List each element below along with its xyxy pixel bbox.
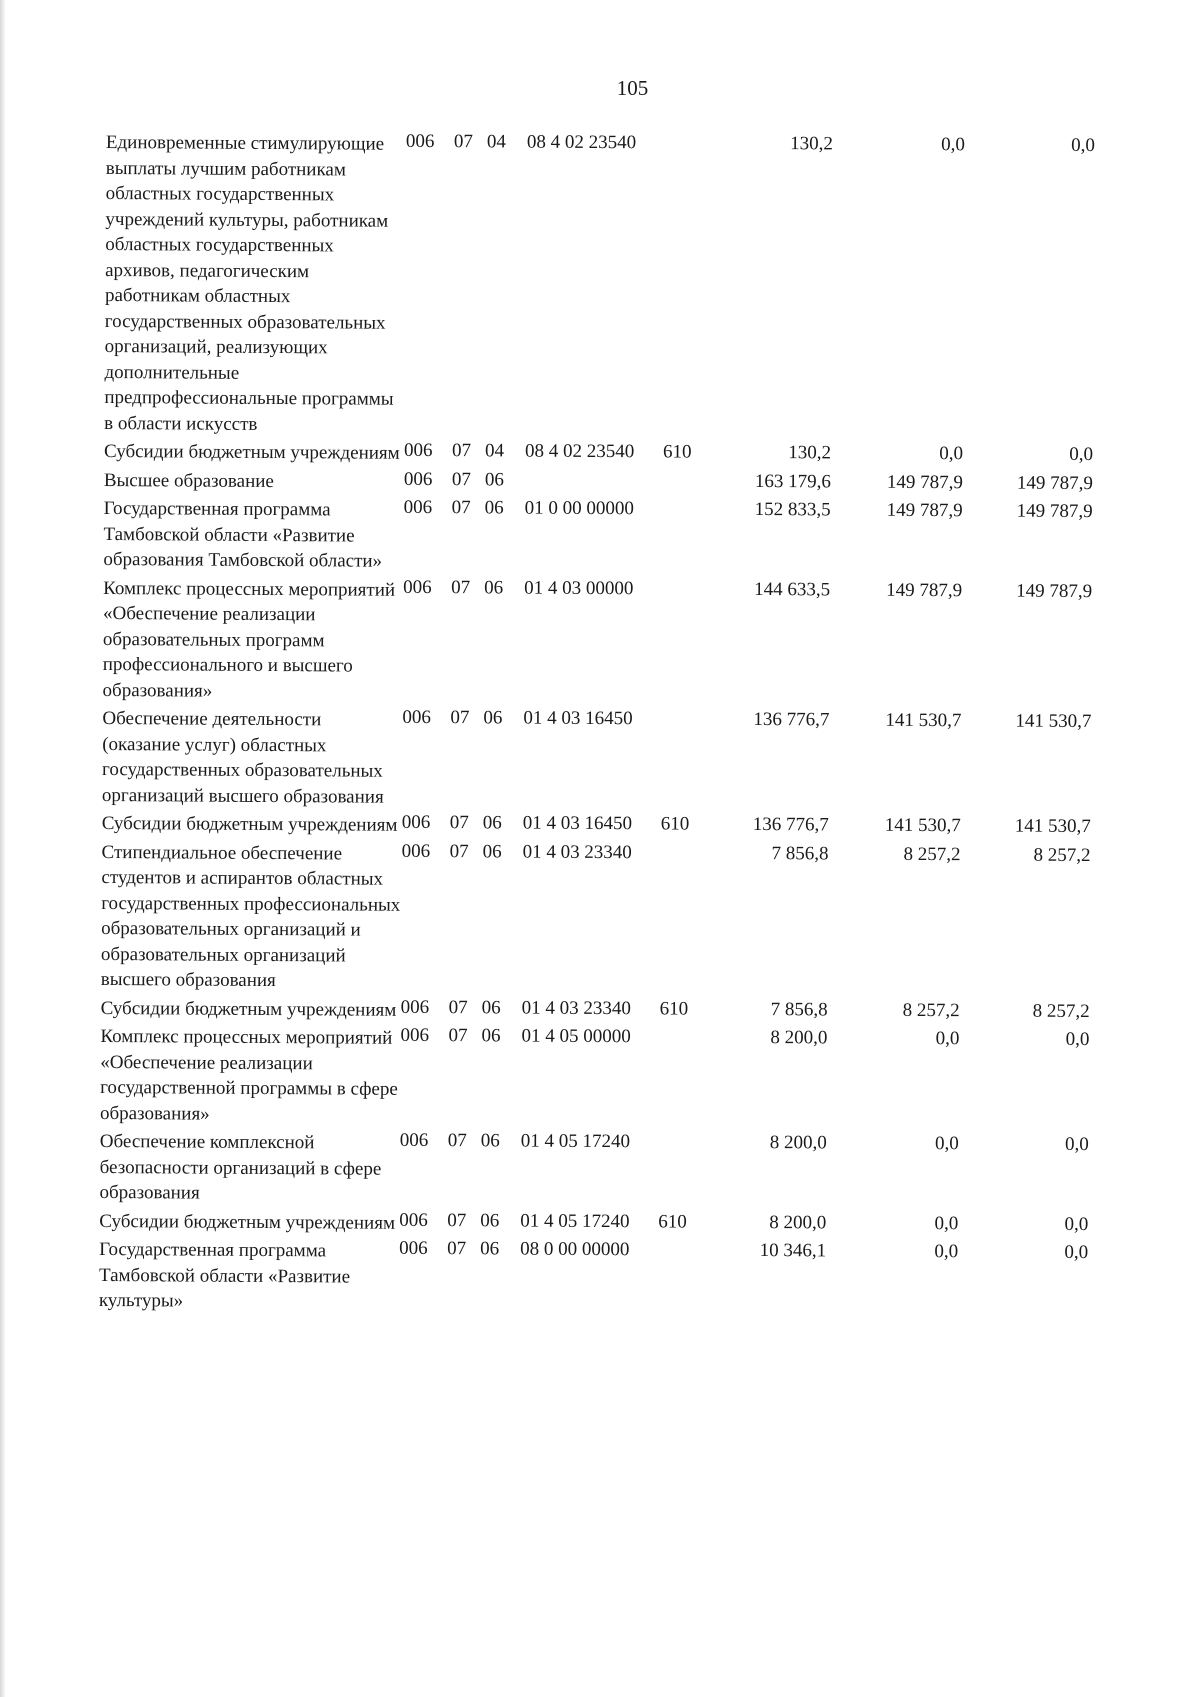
row-subsection: 06 xyxy=(480,1209,500,1231)
row-name: Субсидии бюджетным учреждениям xyxy=(99,1210,396,1234)
row-code: 006 xyxy=(403,439,433,462)
row-code-cell xyxy=(399,1239,447,1319)
row-expense-type-cell xyxy=(663,471,711,500)
row-subsection-cell xyxy=(483,578,524,709)
row-amount-year-2-cell xyxy=(828,844,961,1001)
row-amount-year-1-cell xyxy=(711,443,831,472)
row-section-cell xyxy=(450,813,483,842)
row-amount-year-3-cell xyxy=(961,711,1092,817)
row-amount-year-1: 136 776,7 xyxy=(753,708,830,731)
row-amount-year-3: 149 787,9 xyxy=(1016,500,1093,523)
row-amount-year-1: 130,2 xyxy=(790,133,833,155)
row-target-article-cell xyxy=(525,133,665,443)
row-code-cell xyxy=(402,577,451,708)
row-name: Государственная программа Тамбовской области «Развитие культуры» xyxy=(98,1238,351,1312)
row-subsection: 06 xyxy=(482,812,502,834)
row-section-cell xyxy=(452,441,485,470)
row-name-cell xyxy=(99,1208,399,1238)
row-amount-year-3-cell xyxy=(959,1029,1090,1135)
row-section-cell xyxy=(452,132,487,441)
row-amount-year-3-cell xyxy=(960,845,1091,1002)
row-amount-year-2-cell xyxy=(829,815,961,844)
row-code: 006 xyxy=(403,576,432,598)
row-target-article: 01 4 03 16450 xyxy=(522,812,633,835)
row-amount-year-1-cell xyxy=(708,843,829,1000)
row-amount-year-3-cell xyxy=(958,1214,1088,1243)
row-name: Государственная программа Тамбовской области «Развитие образования Тамбовской области» xyxy=(103,497,383,572)
scan-edge xyxy=(0,0,6,1697)
row-section: 07 xyxy=(450,707,470,729)
row-name: Субсидии бюджетным учреждениям xyxy=(100,997,397,1021)
row-name: Обеспечение деятельности (оказание услуг) областных государственных образовательных организаций высшего образования xyxy=(101,707,384,808)
row-section: 07 xyxy=(451,576,471,598)
row-target-article: 01 4 03 23340 xyxy=(521,997,631,1019)
row-amount-year-2-cell xyxy=(831,134,965,444)
table-row xyxy=(99,1129,1088,1215)
row-expense-type-cell xyxy=(662,499,710,579)
row-subsection-cell xyxy=(485,132,527,441)
row-amount-year-2-cell xyxy=(826,1133,958,1213)
row-amount-year-1: 8 200,0 xyxy=(769,1132,827,1154)
row-expense-type-cell xyxy=(659,1027,708,1132)
row-amount-year-2: 0,0 xyxy=(935,1133,959,1155)
row-name-cell xyxy=(99,1129,399,1210)
row-target-article-cell xyxy=(523,814,661,843)
row-name-cell xyxy=(102,811,402,841)
row-amount-year-1-cell xyxy=(706,1133,826,1213)
row-target-article-cell xyxy=(525,470,663,499)
row-target-article-cell xyxy=(521,1027,660,1133)
row-target-article: 08 4 02 23540 xyxy=(526,131,637,154)
row-expense-type-cell xyxy=(658,1240,706,1320)
row-section-cell xyxy=(450,708,484,813)
row-subsection-cell xyxy=(483,813,523,842)
row-expense-type: 610 xyxy=(659,997,689,1020)
row-expense-type-cell xyxy=(658,1212,706,1241)
row-subsection: 04 xyxy=(486,131,506,153)
row-target-article-cell xyxy=(520,1132,658,1212)
row-section-cell xyxy=(448,1026,482,1131)
row-code: 006 xyxy=(405,130,435,153)
row-target-article-cell xyxy=(523,709,662,815)
row-name-cell xyxy=(103,496,403,577)
row-code-cell xyxy=(402,708,451,813)
row-amount-year-2: 149 787,9 xyxy=(886,579,963,601)
row-amount-year-1-cell xyxy=(710,500,830,580)
row-amount-year-3: 0,0 xyxy=(1071,134,1095,157)
row-expense-type: 610 xyxy=(660,813,690,835)
row-amount-year-1-cell xyxy=(709,710,830,816)
row-code-cell xyxy=(399,1210,447,1239)
row-amount-year-2: 149 787,9 xyxy=(886,471,963,493)
row-expense-type-cell xyxy=(663,133,713,442)
row-amount-year-3-cell xyxy=(958,1134,1088,1214)
row-amount-year-2: 8 257,2 xyxy=(903,843,961,865)
row-section-cell xyxy=(452,470,485,499)
row-expense-type-cell xyxy=(658,1132,706,1212)
row-amount-year-1: 7 856,8 xyxy=(771,842,829,864)
row-target-article: 08 4 02 23540 xyxy=(524,440,635,463)
row-amount-year-1-cell xyxy=(706,1241,826,1321)
row-expense-type-cell xyxy=(663,442,711,471)
row-amount-year-3: 141 530,7 xyxy=(1015,710,1092,733)
row-subsection-cell xyxy=(480,1131,520,1211)
row-amount-year-2-cell xyxy=(831,443,963,472)
table-row xyxy=(102,575,1092,712)
row-amount-year-2-cell xyxy=(828,1000,960,1029)
row-code: 006 xyxy=(400,996,430,1018)
row-amount-year-2-cell xyxy=(829,710,962,816)
row-section: 07 xyxy=(451,497,471,519)
row-amount-year-2: 0,0 xyxy=(934,1212,959,1234)
row-section: 07 xyxy=(447,1238,467,1260)
row-section-cell xyxy=(449,842,483,998)
row-amount-year-2-cell xyxy=(831,472,963,501)
row-code: 006 xyxy=(401,840,431,862)
row-section: 07 xyxy=(453,131,473,153)
budget-table-body xyxy=(99,130,1095,1323)
row-code: 006 xyxy=(403,496,433,518)
row-amount-year-3: 141 530,7 xyxy=(1014,815,1091,838)
table-row xyxy=(101,839,1091,1001)
row-code-cell xyxy=(399,1131,447,1211)
row-amount-year-2: 0,0 xyxy=(934,1241,959,1263)
table-row xyxy=(99,1237,1088,1323)
row-amount-year-3-cell xyxy=(963,444,1093,473)
row-name-cell xyxy=(104,439,404,469)
row-code: 006 xyxy=(403,468,433,490)
row-code-cell xyxy=(400,1026,449,1131)
row-amount-year-3: 0,0 xyxy=(1069,443,1094,466)
table-row xyxy=(103,496,1092,582)
row-section: 07 xyxy=(447,1130,467,1152)
row-code-cell xyxy=(402,813,450,842)
row-amount-year-1: 10 346,1 xyxy=(759,1240,827,1262)
row-amount-year-3-cell xyxy=(958,1242,1088,1322)
row-amount-year-3-cell xyxy=(961,581,1092,712)
row-amount-year-3-cell xyxy=(963,135,1095,445)
row-amount-year-1-cell xyxy=(711,134,833,444)
row-code-cell xyxy=(401,841,450,997)
row-amount-year-1-cell xyxy=(709,815,829,844)
row-amount-year-1-cell xyxy=(708,999,828,1028)
row-target-article: 01 4 05 17240 xyxy=(520,1210,630,1232)
page-number: 105 xyxy=(616,76,649,100)
row-name-cell xyxy=(102,575,403,707)
row-amount-year-2: 8 257,2 xyxy=(902,999,960,1021)
row-amount-year-1: 136 776,7 xyxy=(752,813,829,836)
row-section-cell xyxy=(447,1131,480,1211)
row-section-cell xyxy=(449,998,482,1027)
row-name: Высшее образование xyxy=(103,469,274,492)
row-amount-year-1: 8 200,0 xyxy=(770,1027,828,1049)
row-code-cell xyxy=(401,997,449,1026)
row-amount-year-3-cell xyxy=(961,816,1091,845)
row-target-article: 01 4 03 00000 xyxy=(524,577,634,599)
row-name-cell xyxy=(101,995,401,1025)
row-target-article-cell xyxy=(520,1211,658,1240)
row-code: 006 xyxy=(399,1209,428,1231)
row-amount-year-1: 8 200,0 xyxy=(769,1211,827,1233)
row-name-cell xyxy=(100,1024,401,1131)
row-section-cell xyxy=(450,578,484,709)
row-section: 07 xyxy=(449,812,469,834)
row-amount-year-1: 163 179,6 xyxy=(754,470,831,492)
row-amount-year-2: 141 530,7 xyxy=(884,814,961,837)
row-amount-year-3: 8 257,2 xyxy=(1032,1000,1090,1022)
row-code-cell xyxy=(404,469,452,498)
table-row xyxy=(104,130,1095,445)
row-subsection-cell xyxy=(482,842,523,998)
row-code-cell xyxy=(403,498,451,578)
row-subsection-cell xyxy=(480,1239,520,1319)
row-code: 006 xyxy=(400,1024,430,1046)
row-target-article-cell xyxy=(522,842,661,999)
row-subsection: 06 xyxy=(484,576,504,598)
row-section-cell xyxy=(447,1239,480,1319)
row-amount-year-3: 149 787,9 xyxy=(1016,472,1093,494)
row-name: Стипендиальное обеспечение студентов и аспирантов областных государственных профессиональных образовательных организаций и образовательных организаций высшего образования xyxy=(100,841,401,992)
row-subsection-cell xyxy=(485,470,525,499)
row-code: 006 xyxy=(399,1237,428,1259)
row-amount-year-3-cell xyxy=(960,1001,1090,1030)
row-expense-type-cell xyxy=(661,814,709,843)
row-subsection: 06 xyxy=(484,497,504,519)
row-subsection: 06 xyxy=(481,1025,501,1047)
row-name-cell xyxy=(101,839,402,997)
row-amount-year-2: 0,0 xyxy=(939,443,964,465)
row-expense-type: 610 xyxy=(658,1210,687,1233)
row-amount-year-3-cell xyxy=(963,473,1093,502)
row-name: Единовременные стимулирующие выплаты лучшим работникам областных государственных учреждений культуры, работникам областных государственных архивов, педагогическим работникам областных государственных образовательных организаций, реализующих дополнительные предпрофессиональные программы в области искусств xyxy=(104,131,394,435)
row-target-article-cell xyxy=(522,998,660,1027)
row-subsection-cell xyxy=(482,998,522,1027)
row-name-cell xyxy=(99,1237,399,1318)
row-section: 07 xyxy=(448,1025,468,1047)
row-amount-year-2-cell xyxy=(826,1241,958,1321)
row-expense-type-cell xyxy=(661,709,710,814)
row-code-cell xyxy=(404,132,454,441)
row-expense-type-cell xyxy=(660,999,708,1028)
row-amount-year-2: 149 787,9 xyxy=(886,499,963,522)
row-name: Обеспечение комплексной безопасности организаций в сфере образования xyxy=(99,1130,382,1204)
row-section: 07 xyxy=(449,840,469,862)
row-amount-year-1-cell xyxy=(709,579,830,710)
row-amount-year-3: 0,0 xyxy=(1065,1028,1090,1051)
row-expense-type-cell xyxy=(661,579,710,710)
row-code: 006 xyxy=(401,811,431,833)
row-amount-year-1: 130,2 xyxy=(788,442,832,464)
row-name-cell xyxy=(104,130,406,441)
row-subsection: 06 xyxy=(483,707,503,729)
row-subsection-cell xyxy=(480,1211,520,1240)
row-code: 006 xyxy=(399,1129,429,1151)
row-amount-year-1: 7 856,8 xyxy=(770,998,828,1020)
row-subsection-cell xyxy=(484,498,524,578)
row-amount-year-1-cell xyxy=(706,1212,826,1241)
row-subsection-cell xyxy=(483,708,524,813)
row-target-article-cell xyxy=(523,578,662,709)
row-code: 006 xyxy=(402,706,431,728)
row-section: 07 xyxy=(451,440,472,462)
row-amount-year-3: 149 787,9 xyxy=(1016,580,1093,602)
row-target-article: 01 4 03 23340 xyxy=(522,841,632,863)
row-amount-year-2: 0,0 xyxy=(941,134,965,156)
row-target-article-cell xyxy=(524,499,662,579)
row-subsection-cell xyxy=(485,441,525,470)
row-amount-year-3: 0,0 xyxy=(1064,1241,1089,1264)
row-amount-year-3: 0,0 xyxy=(1065,1133,1089,1156)
row-section: 07 xyxy=(447,1209,467,1231)
row-section: 07 xyxy=(448,996,468,1018)
row-target-article-cell xyxy=(520,1240,658,1320)
row-subsection: 06 xyxy=(481,996,501,1018)
row-name: Комплекс процессных мероприятий «Обеспечение реализации государственной программы в сфере образования» xyxy=(99,1025,398,1125)
row-amount-year-3-cell xyxy=(962,501,1092,581)
row-target-article: 01 0 00 00000 xyxy=(524,497,635,520)
row-target-article: 08 0 00 00000 xyxy=(520,1238,630,1261)
row-amount-year-2: 0,0 xyxy=(935,1028,960,1050)
row-subsection: 06 xyxy=(480,1130,500,1152)
budget-table xyxy=(99,130,1095,1323)
row-expense-type-cell xyxy=(660,843,709,999)
row-target-article: 01 4 05 00000 xyxy=(521,1025,631,1048)
row-amount-year-1: 144 633,5 xyxy=(754,578,831,600)
row-subsection-cell xyxy=(481,1026,522,1131)
row-amount-year-3: 0,0 xyxy=(1064,1213,1089,1235)
row-code-cell xyxy=(404,441,452,470)
row-name: Субсидии бюджетным учреждениям xyxy=(103,440,400,464)
row-name-cell xyxy=(104,467,404,497)
row-target-article: 01 4 03 16450 xyxy=(523,707,633,730)
row-section: 07 xyxy=(451,468,471,490)
row-amount-year-2: 141 530,7 xyxy=(885,709,962,732)
row-amount-year-2-cell xyxy=(827,1028,960,1134)
row-name: Субсидии бюджетным учреждениям xyxy=(101,812,398,836)
row-amount-year-1: 152 833,5 xyxy=(754,498,831,521)
row-amount-year-1-cell xyxy=(707,1028,828,1134)
row-subsection: 06 xyxy=(480,1238,500,1260)
row-expense-type: 610 xyxy=(662,441,692,463)
row-amount-year-2-cell xyxy=(829,580,962,711)
row-section-cell xyxy=(447,1211,480,1240)
row-subsection: 06 xyxy=(484,468,504,490)
row-target-article-cell xyxy=(525,442,663,471)
row-name: Комплекс процессных мероприятий «Обеспечение реализации образовательных программ профессионального и высшего образования» xyxy=(102,577,396,702)
row-amount-year-1-cell xyxy=(711,471,831,500)
row-amount-year-2-cell xyxy=(830,500,962,580)
row-name-cell xyxy=(102,706,403,813)
row-amount-year-3: 8 257,2 xyxy=(1033,844,1091,866)
table-row xyxy=(100,1024,1090,1135)
row-subsection: 06 xyxy=(482,840,502,862)
row-subsection: 04 xyxy=(484,440,505,462)
row-target-article: 01 4 05 17240 xyxy=(520,1130,631,1153)
row-section-cell xyxy=(451,498,484,578)
table-row xyxy=(102,706,1092,817)
row-amount-year-2-cell xyxy=(826,1213,958,1242)
